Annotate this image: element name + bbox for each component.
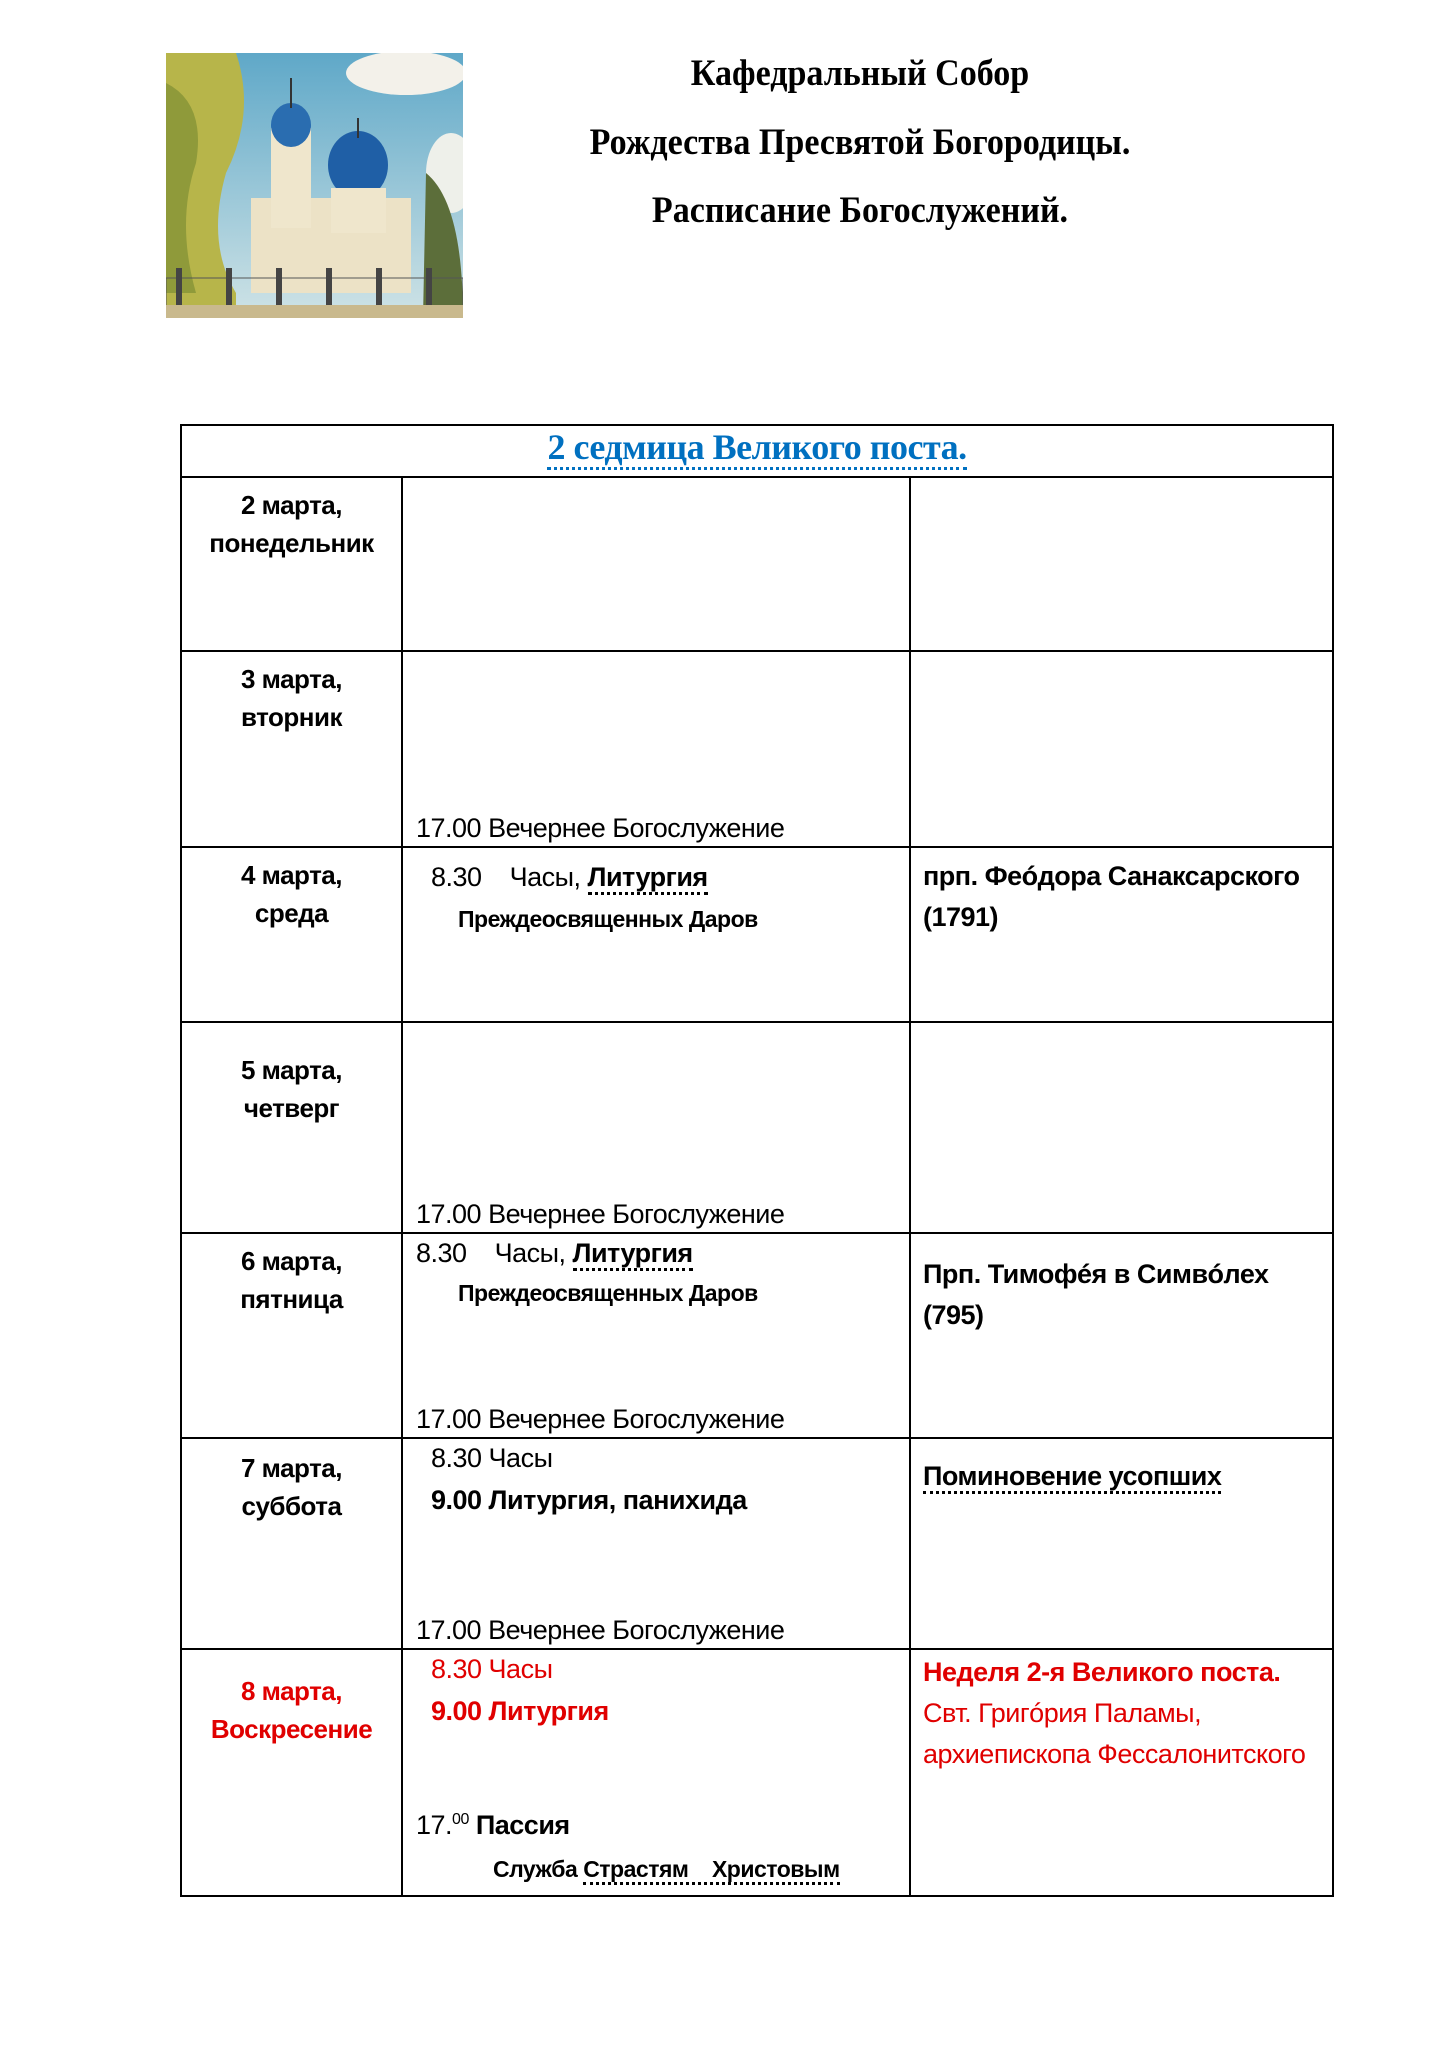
passion-time-minutes: 00 xyxy=(452,1811,469,1828)
table-row xyxy=(181,847,1333,1022)
day-date: 4 марта, xyxy=(241,860,342,890)
day-weekday: среда xyxy=(254,898,329,928)
service-subtitle: Преждеосвященных Даров xyxy=(458,1280,758,1306)
schedule-table xyxy=(180,424,1334,1897)
day-date: 8 марта, xyxy=(241,1676,342,1706)
service-liturgy: Литургия xyxy=(588,862,708,895)
passion-sub-a: Служба xyxy=(493,1856,584,1882)
feast-text: прп. Феóдора Санаксарского (1791) xyxy=(910,847,1333,1022)
table-row xyxy=(181,651,1333,847)
service-hours: Часы, xyxy=(494,1238,573,1268)
week-header-row xyxy=(181,425,1333,477)
day-date: 5 марта, xyxy=(241,1055,342,1085)
day-date: 7 марта, xyxy=(241,1453,342,1483)
day-weekday: Воскресение xyxy=(210,1714,373,1744)
table-row xyxy=(181,477,1333,651)
service-hours: 8.30 Часы xyxy=(431,1443,553,1473)
service-hours: 8.30 Часы xyxy=(431,1654,553,1684)
service-liturgy: Литургия xyxy=(573,1238,693,1271)
feast-text: Свт. Григóрия Паламы, архиепископа Фессалонитского xyxy=(923,1698,1306,1769)
service-liturgy: 9.00 Литургия xyxy=(431,1696,609,1726)
passion-time: 17. xyxy=(416,1810,453,1840)
day-date: 6 марта, xyxy=(241,1246,342,1276)
day-weekday: пятница xyxy=(240,1284,343,1314)
day-date: 2 марта, xyxy=(241,490,342,520)
passion-sub-b: Страстям Христовым xyxy=(583,1856,839,1885)
table-row xyxy=(181,1233,1333,1438)
passion-title: Пассия xyxy=(475,1810,570,1840)
header-title-line2: Рождества Пресвятой Богородицы. xyxy=(589,122,1131,163)
day-weekday: четверг xyxy=(243,1093,340,1123)
cathedral-photo xyxy=(166,53,463,318)
service-hours: Часы, xyxy=(509,862,588,892)
day-weekday: понедельник xyxy=(209,528,374,558)
evening-service: 17.00 Вечернее Богослужение xyxy=(416,1404,785,1434)
week-title: 2 седмица Великого поста. xyxy=(547,427,966,470)
feast-title: Неделя 2-я Великого поста. xyxy=(923,1657,1281,1687)
feast-text: Прп. Тимофéя в Симвóлех (795) xyxy=(910,1233,1333,1438)
evening-service: 17.00 Вечернее Богослужение xyxy=(416,1199,785,1229)
evening-service: 17.00 Вечернее Богослужение xyxy=(416,813,785,843)
day-weekday: вторник xyxy=(241,702,342,732)
feast-text: Поминовение усопших xyxy=(923,1461,1221,1494)
table-row xyxy=(181,1438,1333,1649)
service-liturgy: 9.00 Литургия, панихида xyxy=(431,1485,747,1515)
header-title-line1: Кафедральный Собор xyxy=(690,53,1030,94)
service-subtitle: Преждеосвященных Даров xyxy=(458,906,758,932)
day-date: 3 марта, xyxy=(241,664,342,694)
day-weekday: суббота xyxy=(241,1491,342,1521)
table-row xyxy=(181,1022,1333,1233)
table-row xyxy=(181,1649,1333,1896)
header-title-line3: Расписание Богослужений. xyxy=(651,190,1069,231)
evening-service: 17.00 Вечернее Богослужение xyxy=(416,1615,785,1645)
service-time: 8.30 xyxy=(431,862,482,892)
service-time: 8.30 xyxy=(416,1238,467,1268)
